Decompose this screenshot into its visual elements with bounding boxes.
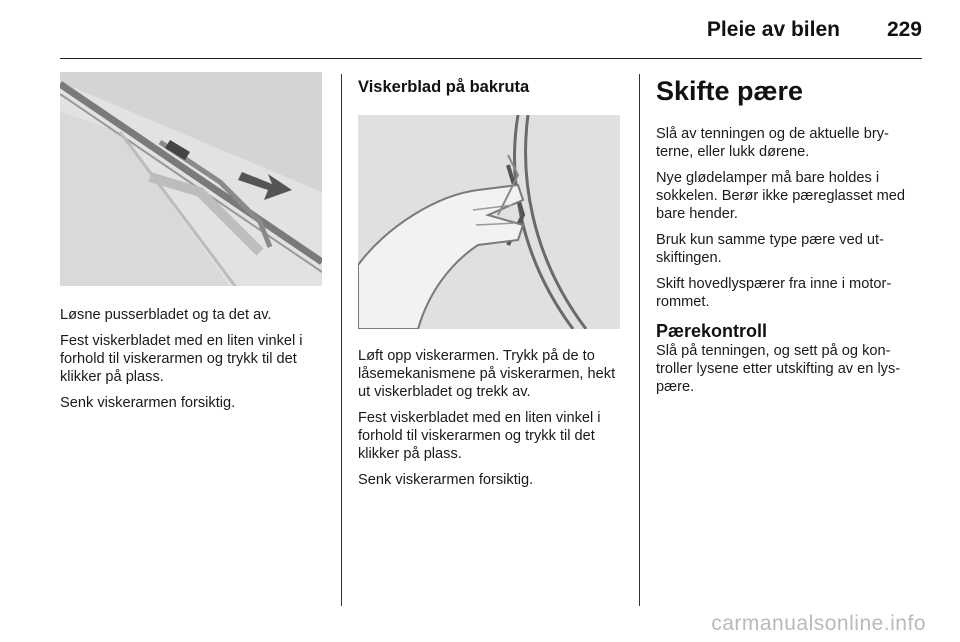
page-number: 229 xyxy=(886,18,922,41)
bulb-change-heading: Skifte pære xyxy=(656,76,804,106)
header-title: Pleie av bilen xyxy=(706,18,840,41)
col2-paragraph-3: Senk viskerarmen forsiktig. xyxy=(358,472,534,488)
column-2 xyxy=(358,72,624,497)
col3-sub-paragraph: Slå på tenningen, og sett på og kon-troller lysene etter utskifting av en lys-pære. xyxy=(656,343,901,395)
col3-paragraph-2: Nye glødelamper må bare holdes i sokkelen. Berør ikke pæreglasset med bare hender. xyxy=(656,170,906,222)
header-divider xyxy=(60,58,922,59)
col2-paragraph-2: Fest viskerbladet med en liten vinkel i forhold til viskerarmen og trykk til det klikker på plass. xyxy=(358,410,601,462)
column-1 xyxy=(60,72,324,420)
col1-paragraph-1: Løsne pusserbladet og ta det av. xyxy=(60,307,272,323)
footer-watermark: carmanualsonline.info xyxy=(711,612,926,635)
col2-paragraph-1: Løft opp viskerarmen. Trykk på de to låsemekanismene på viskerarmen, hekt ut viskerbladet og trekk av. xyxy=(358,348,616,400)
rear-wiper-blade-hand-illustration-icon xyxy=(358,115,620,329)
bulb-check-heading: Pærekontroll xyxy=(656,321,768,341)
column-divider-1 xyxy=(341,74,342,606)
column-divider-2 xyxy=(639,74,640,606)
col3-paragraph-1: Slå av tenningen og de aktuelle bry-terne, eller lukk dørene. xyxy=(656,126,889,160)
col3-paragraph-3: Bruk kun samme type pære ved ut-skiftingen. xyxy=(656,232,884,266)
column-3 xyxy=(656,72,924,404)
col3-paragraph-4: Skift hovedlyspærer fra inne i motor-rommet. xyxy=(656,276,892,310)
col1-paragraph-3: Senk viskerarmen forsiktig. xyxy=(60,395,236,411)
rear-wiper-figure xyxy=(358,115,620,329)
col1-paragraph-2: Fest viskerbladet med en liten vinkel i forhold til viskerarmen og trykk til det klikker på plass. xyxy=(60,333,303,385)
rear-wiper-heading: Viskerblad på bakruta xyxy=(358,78,530,96)
front-wiper-figure xyxy=(60,72,322,286)
front-wiper-blade-removal-illustration-icon xyxy=(60,72,322,286)
